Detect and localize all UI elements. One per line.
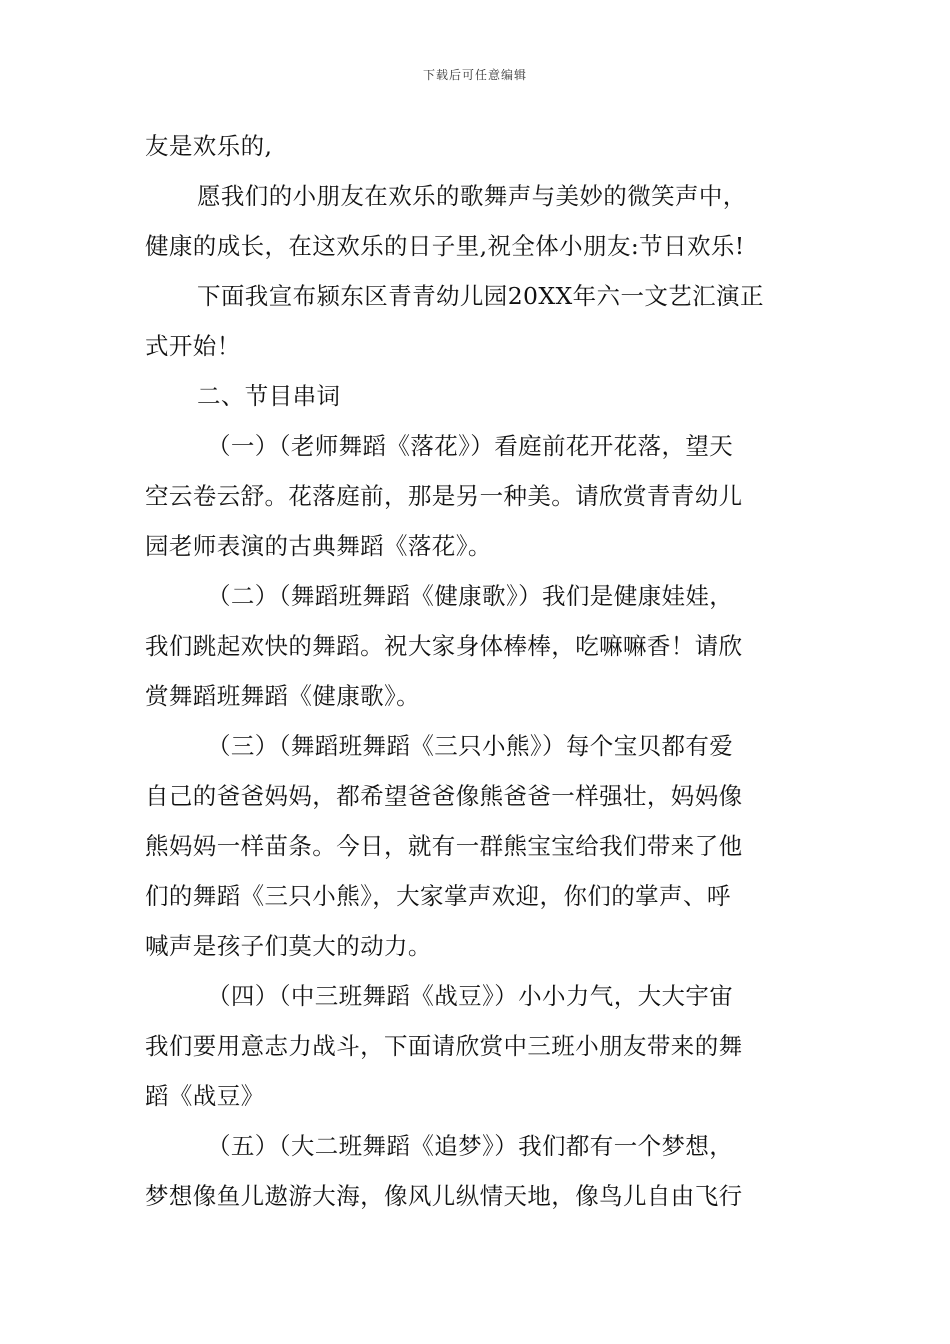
text-line: 下面我宣布颍东区青青幼儿园20XX年六一文艺汇演正: [197, 282, 764, 310]
text-line: 自己的爸爸妈妈，都希望爸爸像熊爸爸一样强壮，妈妈像: [145, 782, 743, 810]
text-line: 友是欢乐的,: [145, 132, 273, 160]
text-line: 式开始！: [145, 332, 241, 360]
text-line: （三）（舞蹈班舞蹈《三只小熊》）每个宝贝都有爱: [207, 732, 734, 760]
section-heading: 二、节目串词: [197, 382, 341, 410]
text-line: 们的舞蹈《三只小熊》，大家掌声欢迎，你们的掌声、呼: [145, 882, 731, 910]
text-line: 赏舞蹈班舞蹈《健康歌》。: [145, 682, 421, 710]
text-line: 梦想像鱼儿遨游大海，像风儿纵情天地，像鸟儿自由飞行: [145, 1182, 743, 1210]
text-line: 我们要用意志力战斗，下面请欣赏中三班小朋友带来的舞: [145, 1032, 743, 1060]
text-line: 蹈《战豆》: [145, 1082, 265, 1110]
text-line: 园老师表演的古典舞蹈《落花》。: [145, 532, 492, 560]
text-line: 我们跳起欢快的舞蹈。祝大家身体棒棒，吃嘛嘛香！请欣: [145, 632, 743, 660]
text-line: （四）（中三班舞蹈《战豆》）小小力气，大大宇宙: [207, 982, 734, 1010]
text-line: （二）（舞蹈班舞蹈《健康歌》）我们是健康娃娃，: [207, 582, 734, 610]
text-line: 喊声是孩子们莫大的动力。: [145, 932, 432, 960]
text-line: 健康的成长，在这欢乐的日子里,祝全体小朋友:节日欢乐!: [145, 232, 745, 260]
text-line: 空云卷云舒。花落庭前，那是另一种美。请欣赏青青幼儿: [145, 482, 743, 510]
text-line: 熊妈妈一样苗条。今日，就有一群熊宝宝给我们带来了他: [145, 832, 743, 860]
page-header-note: 下载后可任意编辑: [422, 68, 527, 82]
text-line: 愿我们的小朋友在欢乐的歌舞声与美妙的微笑声中，: [197, 182, 747, 210]
document-body: [145, 128, 811, 1228]
text-line: （一）（老师舞蹈《落花》）看庭前花开花落，望天: [207, 432, 734, 460]
text-line: （五）（大二班舞蹈《追梦》）我们都有一个梦想，: [207, 1132, 734, 1160]
